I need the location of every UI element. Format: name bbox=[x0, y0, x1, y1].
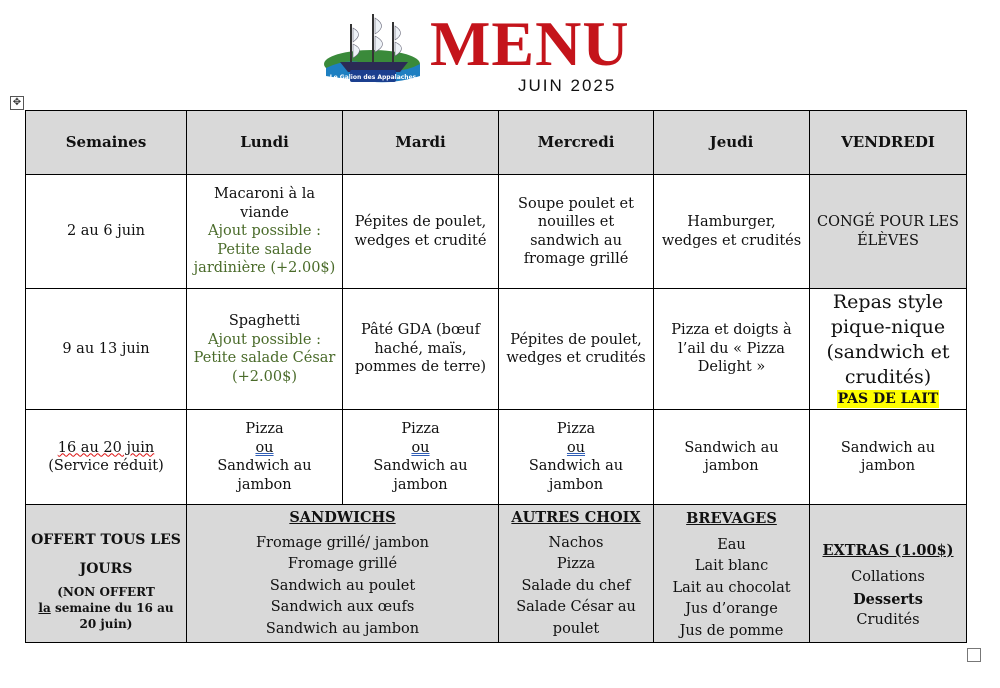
list-item: Crudités bbox=[856, 612, 920, 628]
offered-note: (NON OFFERT la semaine du 16 au 20 juin) bbox=[38, 584, 174, 631]
menu-cell[interactable] bbox=[187, 289, 343, 410]
list-item: Fromage grillé bbox=[287, 556, 398, 572]
choice-b: Sandwich au jambon bbox=[528, 458, 624, 493]
no-milk-badge: PAS DE LAIT bbox=[837, 390, 939, 407]
choice-or: ou bbox=[411, 439, 430, 456]
picnic-meal: Repas style pique-nique (sandwich et crudités) bbox=[826, 290, 950, 388]
table-row bbox=[26, 289, 967, 410]
brevages-heading: BREVAGES bbox=[686, 510, 777, 527]
add-on-option: Ajout possible : Petite salade César (+2.00$) bbox=[193, 331, 336, 385]
week-dates: 16 au 20 juin bbox=[57, 439, 155, 456]
choice-a: Pizza bbox=[245, 421, 284, 437]
choice-a: Pizza bbox=[401, 421, 440, 437]
col-header-mercredi: Mercredi bbox=[499, 111, 654, 175]
list-item: Desserts bbox=[853, 590, 923, 608]
menu-cell[interactable]: Sandwich au jambon bbox=[654, 410, 810, 505]
col-header-mardi: Mardi bbox=[343, 111, 499, 175]
list-item: Sandwich au poulet bbox=[269, 577, 416, 594]
week-service-note: (Service réduit) bbox=[48, 458, 164, 474]
list-item: Fromage grillé/ jambon bbox=[255, 534, 430, 551]
add-on-option: Ajout possible : Petite salade jardinière (+2.00$) bbox=[193, 223, 336, 277]
brevages-cell[interactable] bbox=[654, 505, 810, 643]
table-move-handle-icon[interactable]: ✥ bbox=[10, 96, 24, 110]
header-row bbox=[26, 111, 967, 175]
choice-a: Pizza bbox=[556, 421, 596, 437]
menu-cell[interactable] bbox=[343, 410, 499, 505]
galleon-logo bbox=[320, 6, 424, 96]
table-row bbox=[26, 175, 967, 289]
offered-label-cell bbox=[26, 505, 187, 643]
table-row bbox=[26, 410, 967, 505]
list-item: Lait au chocolat bbox=[672, 579, 791, 596]
col-header-semaines: Semaines bbox=[26, 111, 187, 175]
list-item: Eau bbox=[717, 536, 746, 553]
choice-b: Sandwich au jambon bbox=[217, 458, 312, 493]
menu-cell[interactable]: Pépites de poulet, wedges et crudités bbox=[499, 289, 654, 410]
page-header bbox=[320, 6, 640, 98]
list-item: Nachos bbox=[548, 534, 604, 551]
offered-row bbox=[26, 505, 967, 643]
list-item: Lait blanc bbox=[694, 558, 769, 574]
sandwichs-heading: SANDWICHS bbox=[289, 509, 396, 526]
col-header-vendredi: VENDREDI bbox=[810, 111, 967, 175]
choice-or: ou bbox=[566, 439, 586, 456]
holiday-cell[interactable]: CONGÉ POUR LES ÉLÈVES bbox=[810, 175, 967, 289]
col-header-lundi: Lundi bbox=[187, 111, 343, 175]
week-label: 2 au 6 juin bbox=[26, 175, 187, 289]
offered-title: OFFERT TOUS LES JOURS bbox=[31, 531, 181, 577]
choice-or: ou bbox=[255, 439, 274, 456]
menu-cell[interactable] bbox=[187, 175, 343, 289]
menu-month: JUIN 2025 bbox=[518, 76, 617, 95]
menu-table bbox=[25, 110, 967, 643]
table-resize-handle[interactable] bbox=[967, 648, 981, 662]
autres-choix-cell[interactable] bbox=[499, 505, 654, 643]
choice-b: Sandwich au jambon bbox=[373, 458, 468, 493]
menu-cell[interactable]: Sandwich au jambon bbox=[810, 410, 967, 505]
menu-title: MENU bbox=[430, 8, 630, 79]
list-item: Sandwich aux œufs bbox=[270, 599, 415, 615]
extras-cell[interactable] bbox=[810, 505, 967, 643]
logo-text: Le Galion des Appalaches bbox=[329, 74, 417, 81]
list-item: Salade du chef bbox=[521, 577, 631, 594]
menu-cell[interactable] bbox=[810, 289, 967, 410]
menu-cell[interactable]: Pizza et doigts à l’ail du « Pizza Delight » bbox=[654, 289, 810, 410]
menu-cell[interactable]: Hamburger, wedges et crudités bbox=[654, 175, 810, 289]
dish: Macaroni à la viande bbox=[213, 186, 316, 221]
autres-choix-heading: AUTRES CHOIX bbox=[511, 509, 641, 526]
list-item: Sandwich au jambon bbox=[265, 620, 420, 637]
list-item: Jus de pomme bbox=[679, 622, 784, 639]
week-label: 9 au 13 juin bbox=[26, 289, 187, 410]
menu-cell[interactable]: Pépites de poulet, wedges et crudité bbox=[343, 175, 499, 289]
col-header-jeudi: Jeudi bbox=[654, 111, 810, 175]
dish: Spaghetti bbox=[228, 313, 301, 329]
list-item: Salade César au poulet bbox=[516, 599, 636, 637]
week-label bbox=[26, 410, 187, 505]
menu-cell[interactable]: Soupe poulet et nouilles et sandwich au fromage grillé bbox=[499, 175, 654, 289]
list-item: Pizza bbox=[556, 556, 596, 572]
extras-heading: EXTRAS (1.00$) bbox=[822, 541, 954, 559]
list-item: Jus d’orange bbox=[685, 601, 778, 617]
menu-cell[interactable] bbox=[187, 410, 343, 505]
sandwichs-cell[interactable] bbox=[187, 505, 499, 643]
list-item: Collations bbox=[851, 569, 925, 585]
menu-cell[interactable]: Pâté GDA (bœuf haché, maïs, pommes de terre) bbox=[343, 289, 499, 410]
menu-cell[interactable] bbox=[499, 410, 654, 505]
